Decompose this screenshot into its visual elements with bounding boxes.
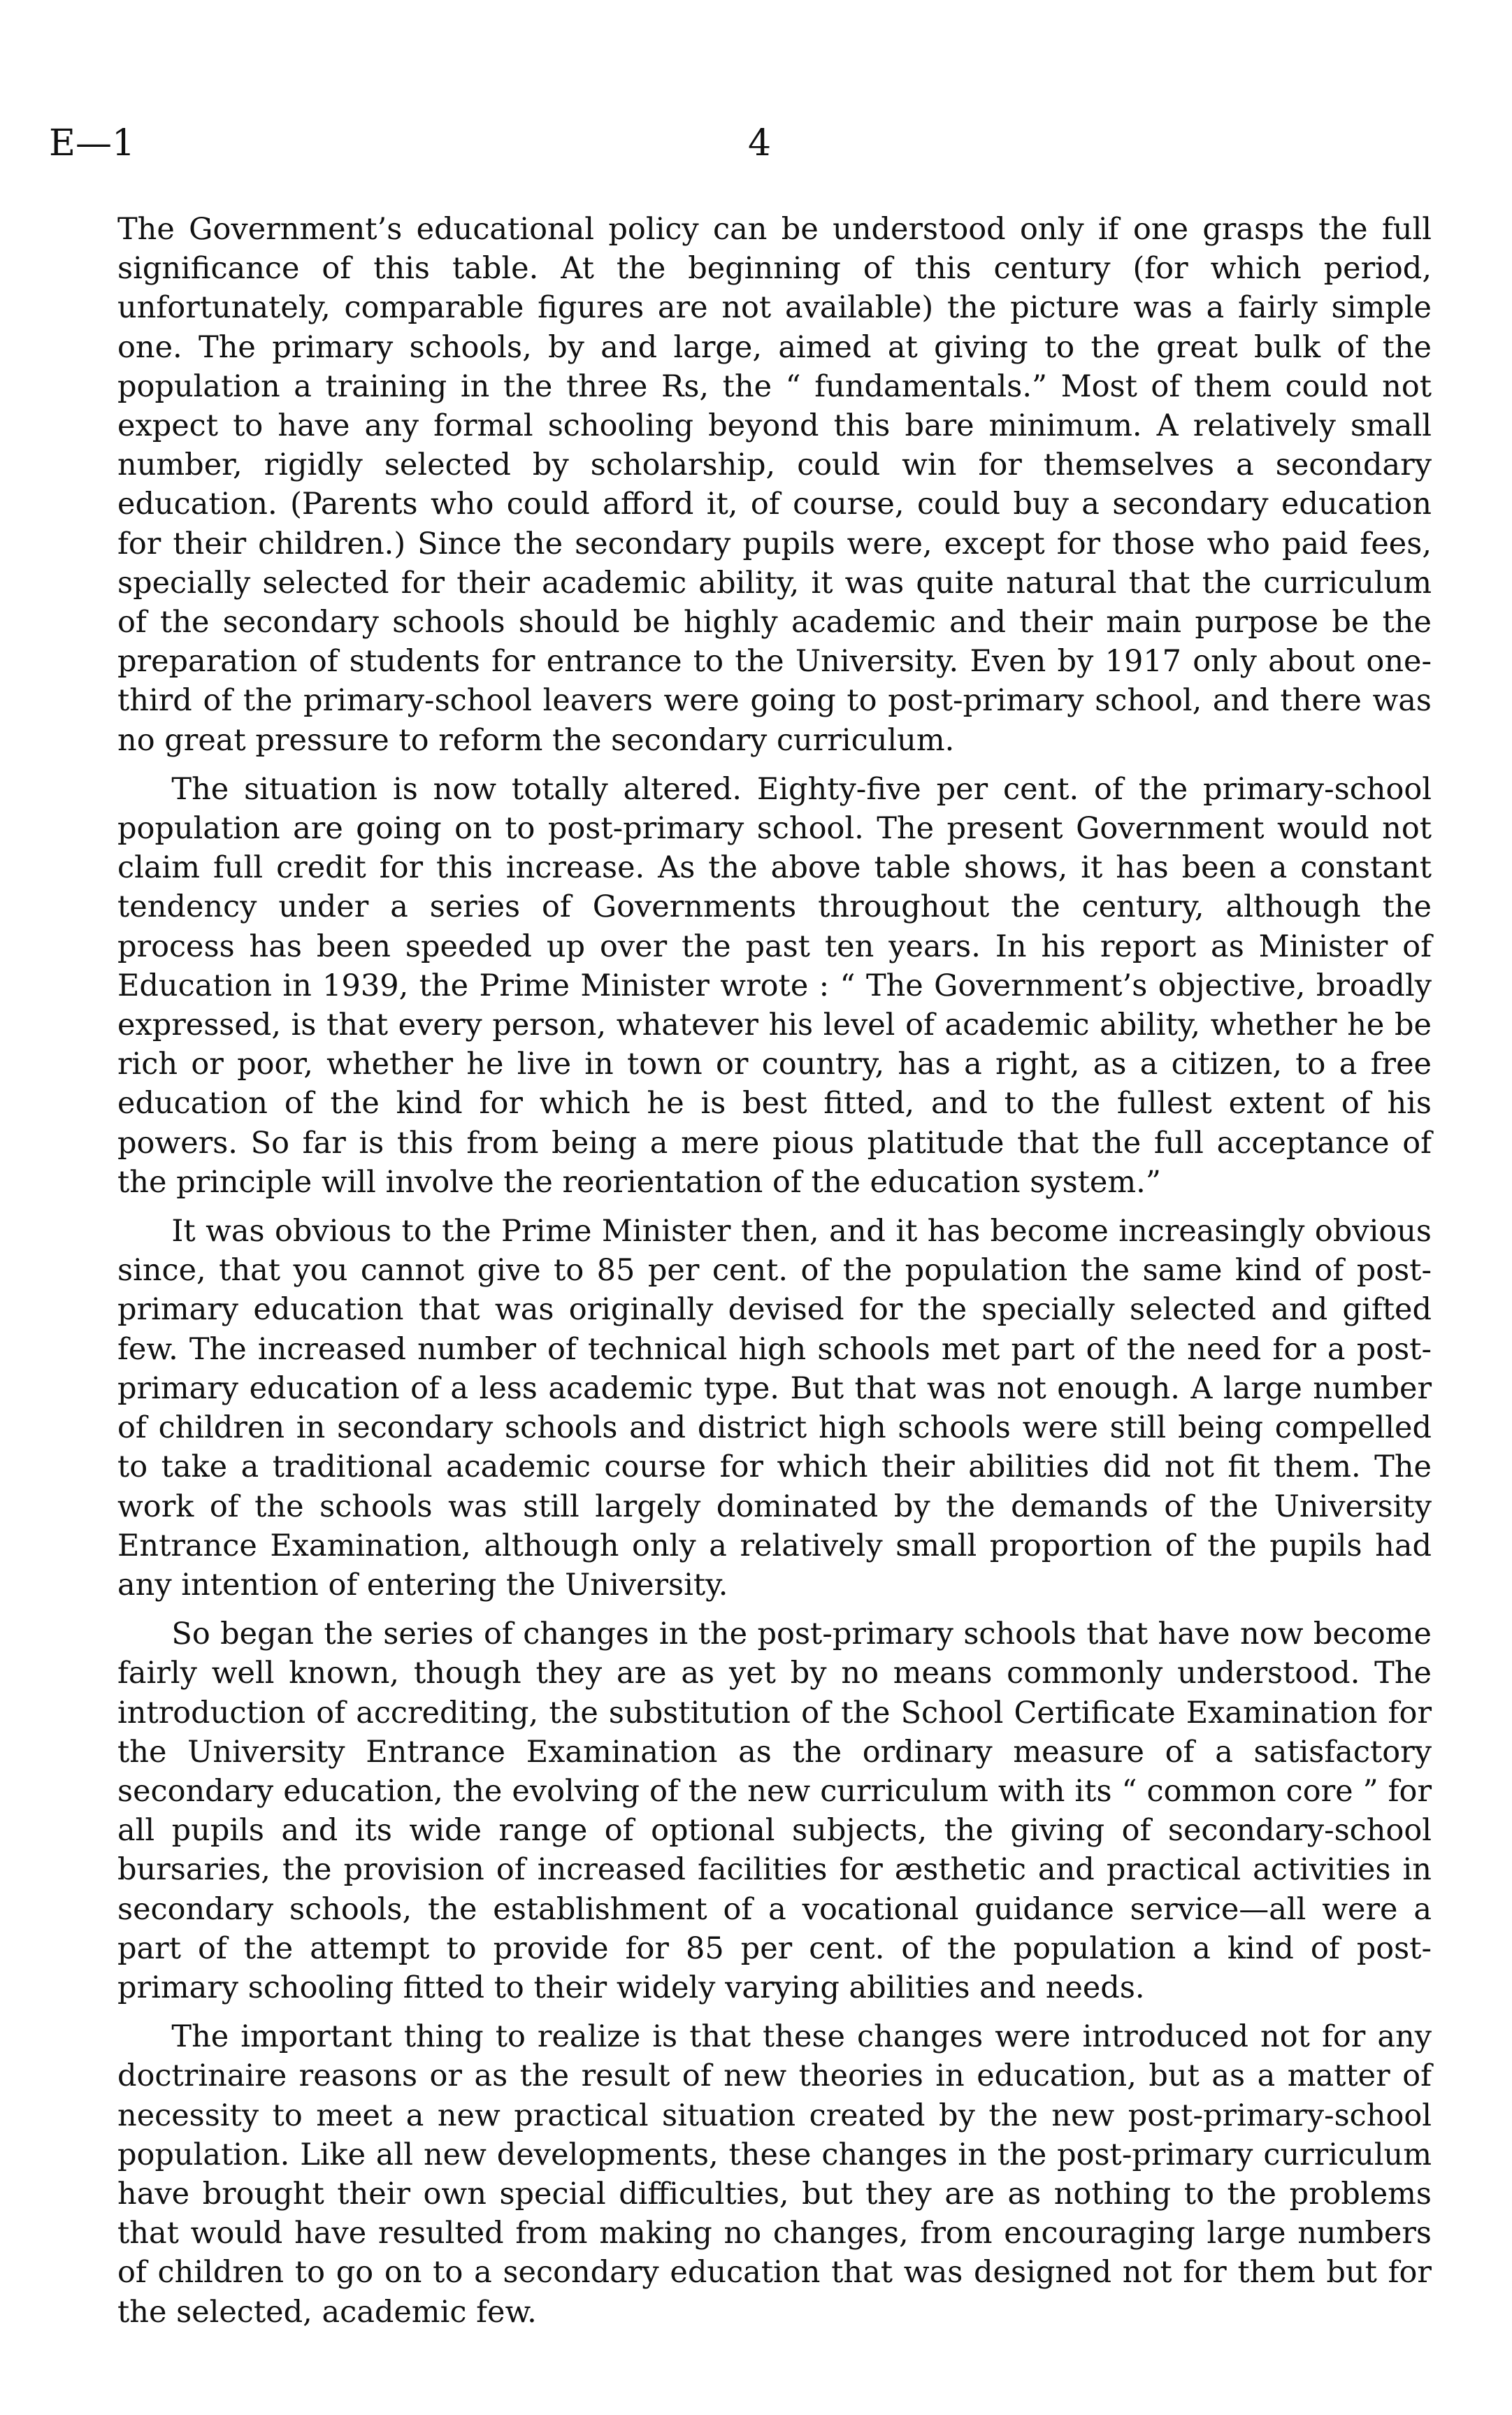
document-reference: E—1: [49, 122, 136, 164]
paragraph-3: It was obvious to the Prime Minister then, and it has become increasingly obvious since, that you cannot give to 85 per cent. of the population the same kind of post-primary education that was originally devised for the specially selected and gifted few. The increased number of technical high schools met part of the need for a post-primary education of a less academic type. But that was not enough. A large number of children in secondary schools and district high schools were still being compelled to take a traditional academic course for which their abilities did not fit them. The work of the schools was still largely dominated by the demands of the University Entrance Examination, although only a relatively small proportion of the pupils had any intention of entering the University.: [117, 1214, 1432, 1603]
paragraph-5: The important thing to realize is that these changes were introduced not for any doctrinaire reasons or as the result of new theories in education, but as a matter of necessity to meet a new practical situation created by the new post-primary-school population. Like all new developments, these changes in the post-primary curriculum have brought their own special difficulties, but they are as nothing to the problems that would have resulted from making no changes, from encouraging large numbers of children to go on to a secondary education that was designed not for them but for the selected, academic few.: [117, 2019, 1432, 2330]
body-text: [117, 210, 1432, 2332]
page-number: 4: [748, 122, 772, 164]
paragraph-2: The situation is now totally altered. Eighty-five per cent. of the primary-school population are going on to post-primary school. The present Government would not claim full credit for this increase. As the above table shows, it has been a constant tendency under a series of Governments throughout the century, although the process has been speeded up over the past ten years. In his report as Minister of Education in 1939, the Prime Minister wrote : “ The Government’s objective, broadly expressed, is that every person, whatever his level of academic ability, whether he be rich or poor, whether he live in town or country, has a right, as a citizen, to a free education of the kind for which he is best fitted, and to the fullest extent of his powers. So far is this from being a mere pious platitude that the full acceptance of the principle will involve the reorientation of the education system.”: [117, 771, 1432, 1200]
page-header: [49, 119, 1454, 168]
paragraph-4: So began the series of changes in the post-primary schools that have now become fairly well known, though they are as yet by no means commonly understood. The introduction of accrediting, the substitution of the School Certificate Examination for the University Entrance Examination as the ordinary measure of a satisfactory secondary education, the evolving of the new curriculum with its “ common core ” for all pupils and its wide range of optional subjects, the giving of secondary-school bursaries, the provision of increased facilities for æsthetic and practical activities in secondary schools, the establishment of a vocational guidance service—all were a part of the attempt to provide for 85 per cent. of the population a kind of post-primary schooling fitted to their widely varying abilities and needs.: [117, 1617, 1432, 2005]
paragraph-1: The Government’s educational policy can be understood only if one grasps the full significance of this table. At the beginning of this century (for which period, unfortunately, comparable figures are not available) the picture was a fairly simple one. The primary schools, by and large, aimed at giving to the great bulk of the population a training in the three Rs, the “ fundamentals.” Most of them could not expect to have any formal schooling beyond this bare minimum. A relatively small number, rigidly selected by scholarship, could win for themselves a secondary education. (Parents who could afford it, of course, could buy a secondary education for their children.) Since the secondary pupils were, except for those who paid fees, specially selected for their academic ability, it was quite natural that the curriculum of the secondary schools should be highly academic and their main purpose be the preparation of students for entrance to the University. Even by 1917 only about one-third of the primary-school leavers were going to post-primary school, and there was no great pressure to reform the secondary curriculum.: [117, 212, 1432, 758]
